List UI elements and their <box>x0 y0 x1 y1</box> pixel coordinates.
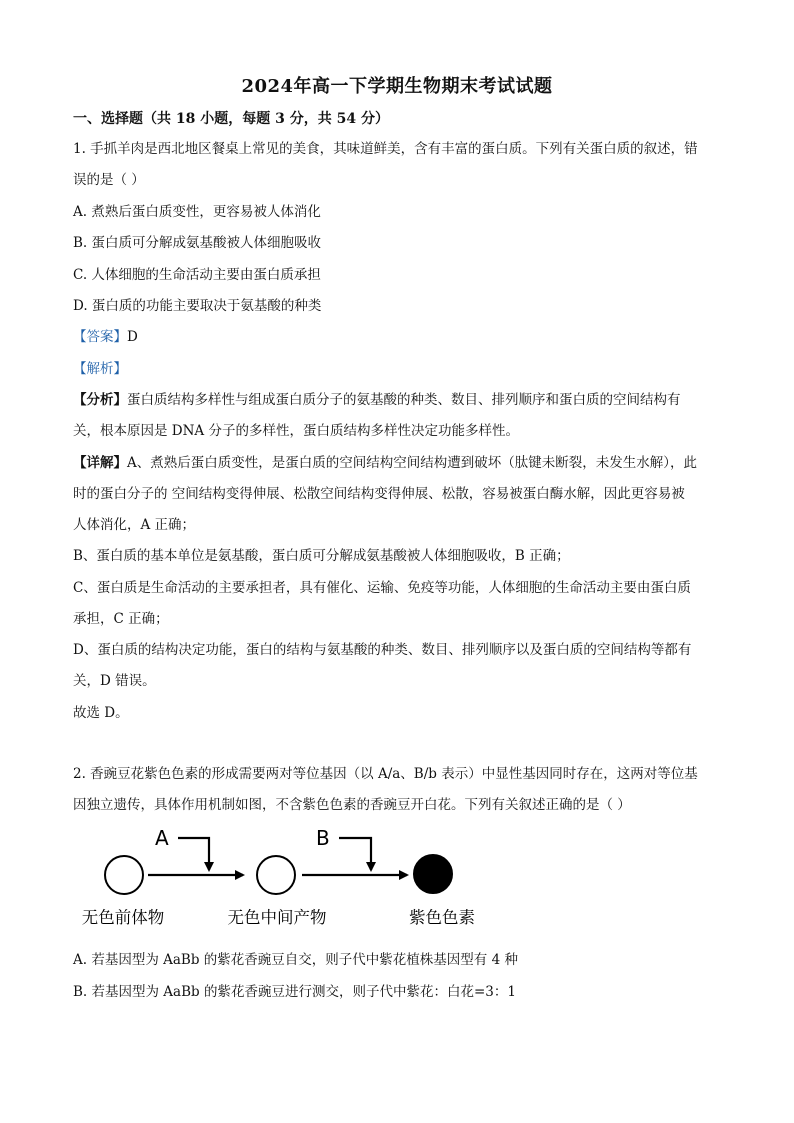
node-precursor-circle <box>105 856 143 894</box>
answer-label: 【答案】 <box>73 329 127 345</box>
node-intermediate-circle <box>257 856 295 894</box>
fenxi-text: 蛋白质结构多样性与组成蛋白质分子的氨基酸的种类、数目、排列顺序和蛋白质的空间结构有 <box>127 392 681 408</box>
analysis-label: 【解析】 <box>73 361 127 377</box>
node-intermediate-label: 无色中间产物 <box>227 908 327 927</box>
q1-fenxi-line1 <box>73 391 681 409</box>
q1-option-d: D. 蛋白质的功能主要取决于氨基酸的种类 <box>73 298 322 314</box>
q2-stem-line2: 因独立遗传，具体作用机制如图，不含紫色色素的香豌豆开白花。下列有关叙述正确的是（ ） <box>73 797 631 813</box>
gene-b-arrow <box>339 838 371 870</box>
page-title: 2024年高一下学期生物期末考试试题 <box>241 76 553 97</box>
gene-b-label: B <box>316 826 330 850</box>
q1-xiangjie-line1 <box>73 454 697 472</box>
xiangjie-text: A、煮熟后蛋白质变性，是蛋白质的空间结构空间结构遭到破坏（肽键未断裂，未发生水解），此 <box>127 455 697 471</box>
q1-d-line2: 关，D 错误。 <box>73 673 156 689</box>
q1-d-line1: D、蛋白质的结构决定功能，蛋白的结构与氨基酸的种类、数目、排列顺序以及蛋白质的空间结构等都有 <box>73 642 692 658</box>
section-heading: 一、选择题（共 18 小题，每题 3 分，共 54 分） <box>73 111 389 127</box>
q1-stem-line2: 误的是（ ） <box>73 172 145 188</box>
pathway-diagram <box>80 818 480 933</box>
node-pigment-circle <box>414 855 452 893</box>
q1-answer <box>73 328 138 346</box>
q1-b-line: B、蛋白质的基本单位是氨基酸，蛋白质可分解成氨基酸被人体细胞吸收，B 正确； <box>73 548 570 564</box>
gene-a-arrow <box>178 838 209 870</box>
node-pigment-label: 紫色色素 <box>409 908 475 927</box>
fenxi-label: 【分析】 <box>73 392 127 408</box>
q1-conclusion: 故选 D。 <box>73 705 129 721</box>
q2-option-a: A. 若基因型为 AaBb 的紫花香豌豆自交，则子代中紫花植株基因型有 4 种 <box>73 952 518 968</box>
q1-analysis-label <box>73 360 127 378</box>
q2-option-b: B. 若基因型为 AaBb 的紫花香豌豆进行测交，则子代中紫花：白花=3：1 <box>73 984 516 1000</box>
q1-option-a: A. 煮熟后蛋白质变性，更容易被人体消化 <box>73 204 321 220</box>
q1-option-b: B. 蛋白质可分解成氨基酸被人体细胞吸收 <box>73 235 322 251</box>
q1-xiangjie-line2: 时的蛋白分子的 空间结构变得伸展、松散空间结构变得伸展、松散，容易被蛋白酶水解，因此更容易被 <box>73 486 685 502</box>
node-precursor-label: 无色前体物 <box>81 908 165 927</box>
answer-value: D <box>127 329 138 345</box>
q2-stem-line1: 2. 香豌豆花紫色色素的形成需要两对等位基因（以 A/a、B/b 表示）中显性基因同时存在，这两对等位基 <box>73 766 698 782</box>
xiangjie-label: 【详解】 <box>73 455 127 471</box>
q1-c-line2: 承担，C 正确； <box>73 611 169 627</box>
q1-xiangjie-line3: 人体消化，A 正确； <box>73 517 196 533</box>
q1-fenxi-line2: 关，根本原因是 DNA 分子的多样性，蛋白质结构多样性决定功能多样性。 <box>73 423 519 439</box>
q1-c-line1: C、蛋白质是生命活动的主要承担者，具有催化、运输、免疫等功能，人体细胞的生命活动主要由蛋白质 <box>73 580 691 596</box>
gene-a-label: A <box>155 826 169 850</box>
q1-stem-line1: 1. 手抓羊肉是西北地区餐桌上常见的美食，其味道鲜美，含有丰富的蛋白质。下列有关蛋白质的叙述，错 <box>73 141 698 157</box>
q1-option-c: C. 人体细胞的生命活动主要由蛋白质承担 <box>73 267 321 283</box>
